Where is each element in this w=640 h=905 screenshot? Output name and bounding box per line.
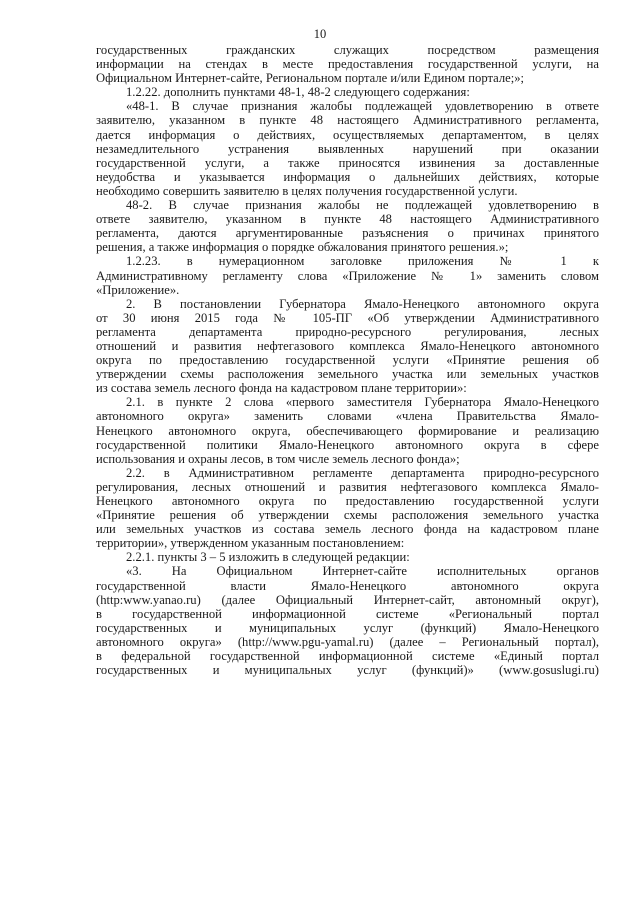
text-line: решения, а также информация о порядке обжалования принятого решения.»; (96, 240, 509, 255)
text-line: необходимо совершить заявителю в целях получения государственной услуги. (96, 183, 518, 198)
body-text (96, 43, 599, 677)
text-line: (http:www.yanao.ru) (далее Официальный Интернет-сайт, автономный округ), (96, 592, 599, 607)
text-line: от 30 июня 2015 года № 105-ПГ «Об утверждении Административного (96, 310, 599, 325)
text-line: государственной политики Ямало-Ненецкого автономного округа в сфере (96, 437, 599, 452)
text-line: информации на стендах в месте предоставления государственной услуги, на (96, 57, 599, 72)
text-line: дается информация о действиях, осуществляемых департаментом, в целях (96, 127, 599, 142)
text-line: «Приложение». (96, 282, 180, 297)
text-line: автономного округа» (http://www.pgu-yamal.ru) (далее – Региональный портал), (96, 634, 599, 649)
text-line: использования и охраны лесов, в том числе земель лесного фонда»; (96, 451, 460, 466)
text-line: заявителю, указанном в пункте 48 настоящего Административного регламента, (96, 113, 599, 128)
text-line: регламента, даются аргументированные разъяснения о причинах принятого (96, 226, 599, 241)
text-line: Официальном Интернет-сайте, Региональном портале и/или Едином портале;»; (96, 71, 524, 86)
text-line: автономного округа» заменить словами «члена Правительства Ямало- (96, 409, 599, 424)
text-line: из состава земель лесного фонда на кадастровом плане территории»: (96, 381, 467, 396)
text-line: «3. На Официальном Интернет-сайте исполнительных органов (126, 564, 599, 579)
text-line: государственной услуги, а также приносятся извинения за доставленные (96, 155, 599, 170)
text-line: неудобства и указывается информация о дальнейших действиях, которые (96, 169, 599, 184)
text-line: государственных гражданских служащих посредством размещения (96, 43, 599, 57)
text-line: 2.1. в пункте 2 слова «первого заместителя Губернатора Ямало-Ненецкого (126, 395, 599, 410)
text-line: незамедлительного устранения выявленных нарушений при оказании (96, 141, 599, 156)
text-line: 2.2. в Административном регламенте департамента природно-ресурсного (126, 465, 599, 480)
text-line: «Принятие решения об утверждении схемы расположения земельного участка (96, 508, 599, 523)
text-line: государственных и муниципальных услуг (функций)» (www.gosuslugi.ru) (96, 663, 599, 678)
text-line: 48-2. В случае признания жалобы не подлежащей удовлетворению в (126, 198, 599, 213)
text-line: отношений и развития нефтегазового комплекса Ямало-Ненецкого автономного (96, 338, 599, 353)
text-line: 1.2.22. дополнить пунктами 48-1, 48-2 следующего содержания: (126, 85, 470, 100)
text-line: 2.2.1. пункты 3 – 5 изложить в следующей редакции: (126, 550, 410, 565)
text-line: утверждении схемы расположения земельного участка или земельных участков (96, 367, 599, 382)
text-line: Ненецкого автономного округа, обеспечивающего формирование и реализацию (96, 423, 599, 438)
page-number: 10 (313, 27, 327, 41)
text-line: ответе заявителю, указанном в пункте 48 настоящего Административного (96, 212, 599, 227)
text-line: в федеральной государственной информационной системе «Единый портал (96, 649, 599, 664)
text-line: регламента департамента природно-ресурсного регулирования, лесных (96, 324, 599, 339)
text-line: Ненецкого автономного округа по предоставлению государственной услуги (96, 494, 599, 508)
text-line: государственной власти Ямало-Ненецкого автономного округа (96, 578, 599, 593)
text-line: 1.2.23. в нумерационном заголовке приложения № 1 к (126, 254, 599, 269)
text-line: 2. В постановлении Губернатора Ямало-Ненецкого автономного округа (126, 296, 599, 311)
text-line: Административному регламенту слова «Приложение № 1» заменить словом (96, 268, 599, 283)
text-line: округа по предоставлению государственной услуги «Принятие решения об (96, 353, 599, 368)
text-line: «48-1. В случае признания жалобы подлежащей удовлетворению в ответе (126, 99, 599, 114)
text-line: государственных и муниципальных услуг (функций) Ямало-Ненецкого (96, 620, 599, 635)
text-line: или земельных участков из состава земель лесного фонда на кадастровом плане (96, 522, 599, 537)
text-line: регулирования, лесных отношений и развития нефтегазового комплекса Ямало- (96, 479, 599, 494)
text-line: в государственной информационной системе «Региональный портал (96, 606, 599, 621)
text-line: территории», утвержденном указанным постановлением: (96, 536, 405, 551)
